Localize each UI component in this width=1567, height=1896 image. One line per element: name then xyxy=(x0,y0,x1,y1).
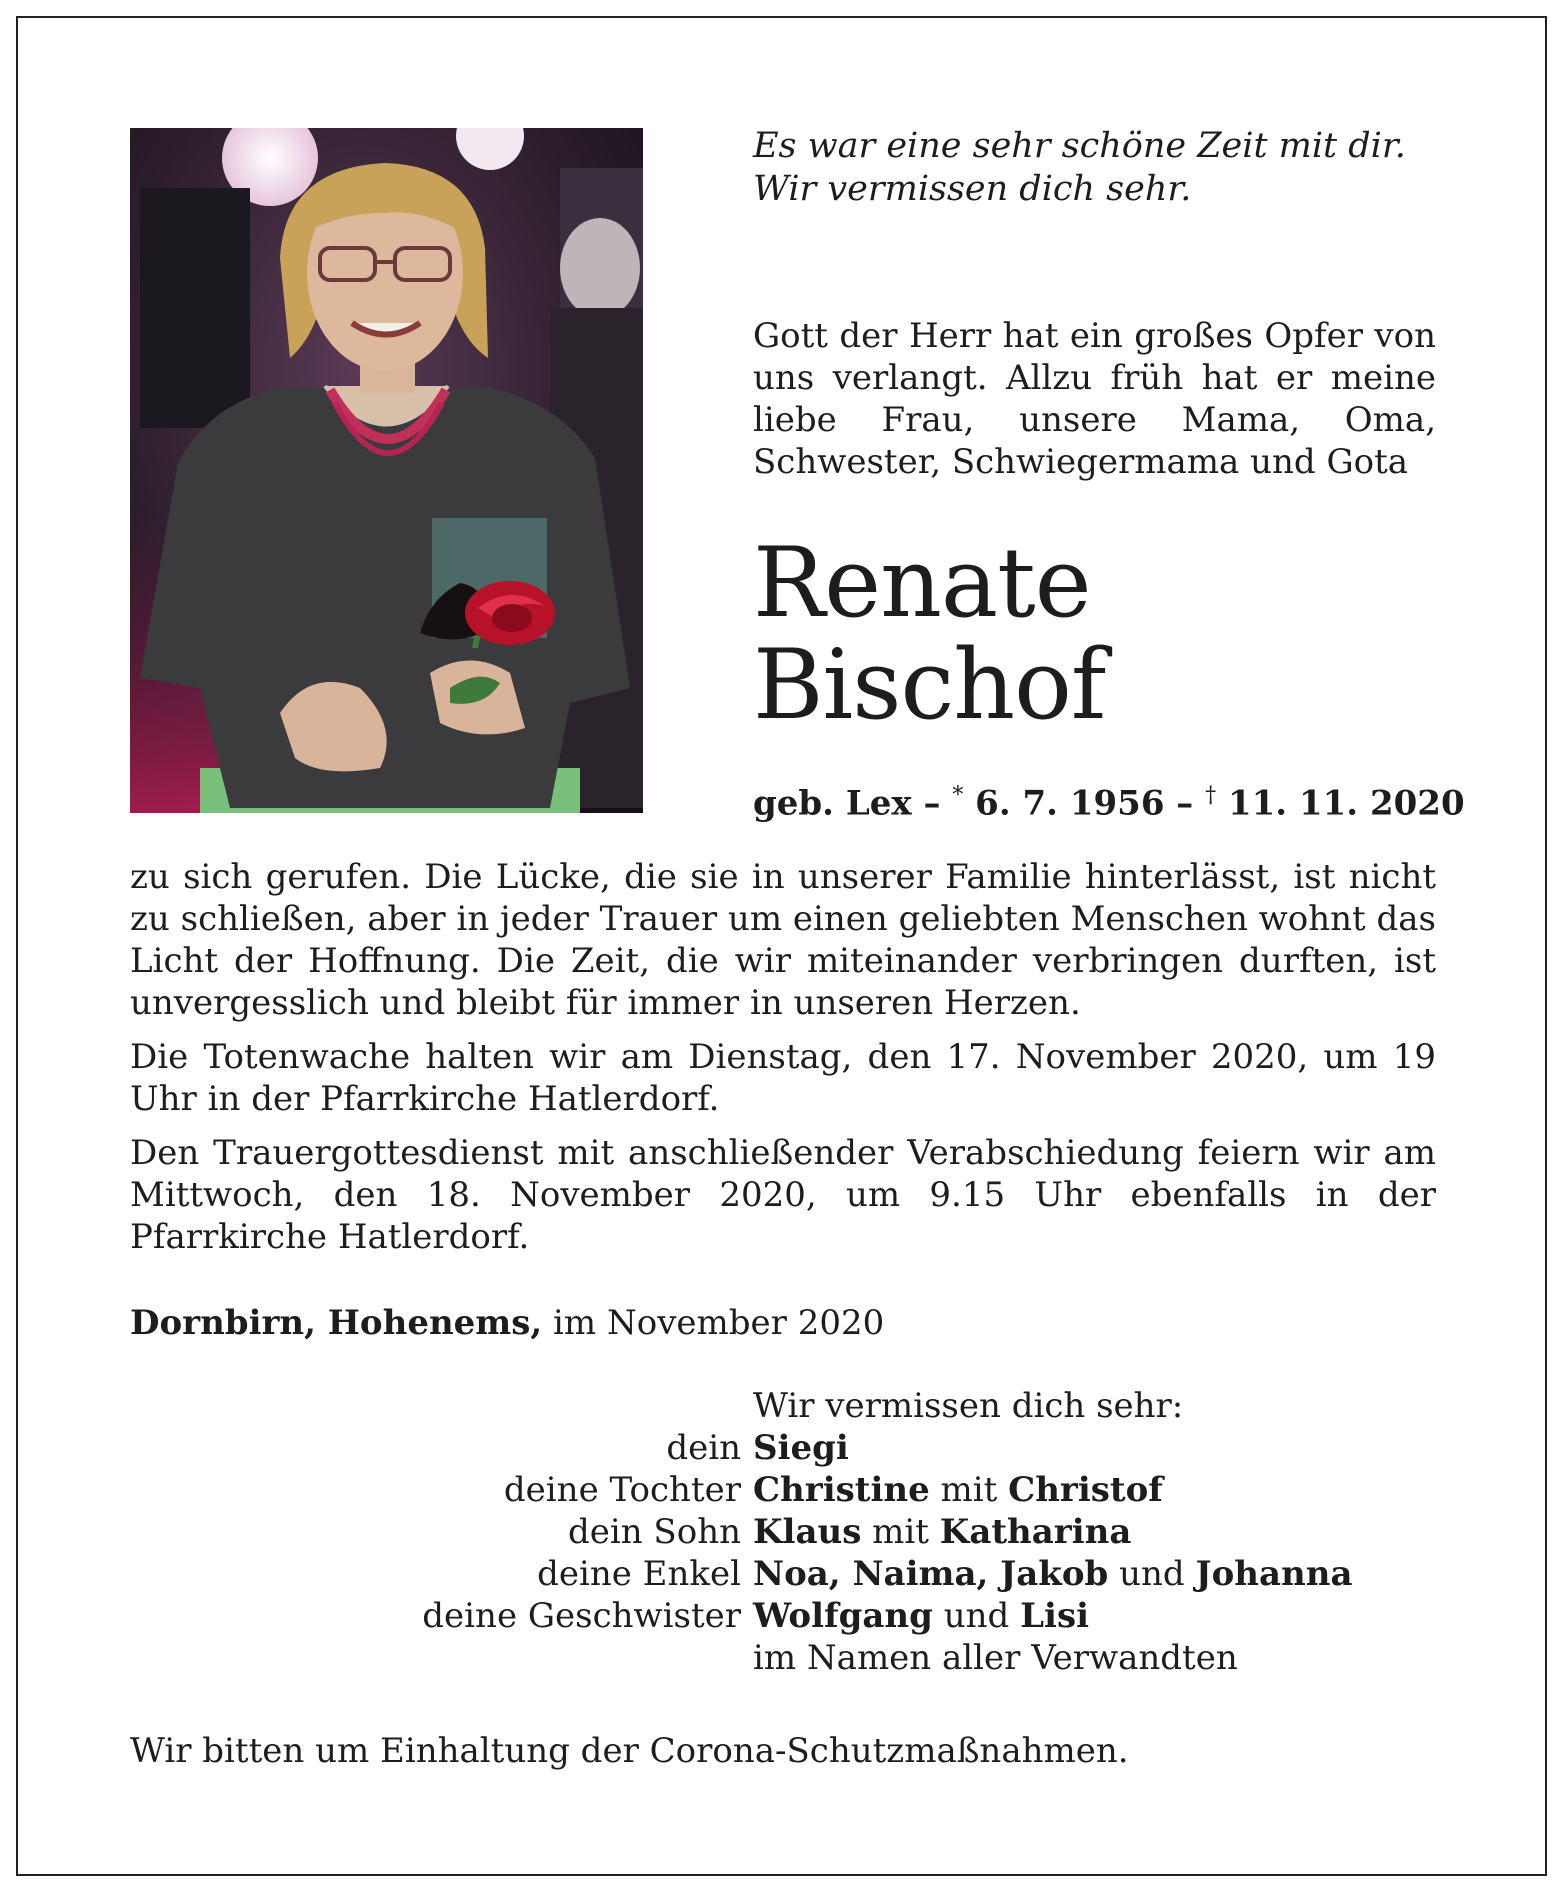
portrait-photo xyxy=(130,128,643,813)
body-paragraph-3: Den Trauergottesdienst mit anschließender Verabschiedung feiern wir am Mittwoch, den 18. November 2020, um 9.15 Uhr ebenfalls in der Pfarrkirche Hatlerdorf. xyxy=(130,1133,1436,1257)
birth-symbol: * xyxy=(952,783,964,808)
relation-label: dein Sohn xyxy=(567,1512,741,1552)
mourner-name: Christof xyxy=(1008,1470,1163,1510)
mourner-names xyxy=(753,1511,1131,1553)
connector: mit xyxy=(929,1470,1009,1510)
towns: Dornbirn, Hohenems, xyxy=(130,1303,543,1343)
intro-text: Gott der Herr hat ein großes Opfer von uns verlangt. Allzu früh hat er meine liebe Frau, unsere Mama, Oma, Schwester, Schwiegermama und Gota xyxy=(753,316,1436,482)
footer-note: Wir bitten um Einhaltung der Corona-Schutzmaßnahmen. xyxy=(130,1731,1129,1771)
mourner-name: Johanna xyxy=(1195,1554,1353,1594)
death-symbol: † xyxy=(1205,783,1217,808)
body-paragraph-2: Die Totenwache halten wir am Dienstag, den 17. November 2020, um 19 Uhr in der Pfarrkirche Hatlerdorf. xyxy=(130,1037,1436,1119)
mourner-name: Katharina xyxy=(939,1512,1132,1552)
mourner-name: Christine xyxy=(753,1470,930,1510)
mourner-name: Siegi xyxy=(753,1428,849,1468)
mourner-name: Wolfgang xyxy=(753,1596,933,1636)
place-date: im November 2020 xyxy=(542,1303,885,1343)
mourner-row xyxy=(130,1427,1436,1469)
birth-date: 6. 7. 1956 – xyxy=(963,783,1206,824)
mourner-names xyxy=(753,1427,849,1469)
connector: und xyxy=(1108,1554,1196,1594)
memorial-quote xyxy=(753,125,1453,211)
mourners-closing: im Namen aller Verwandten xyxy=(753,1638,1238,1678)
mourner-row xyxy=(130,1511,1436,1553)
body-paragraph-1: zu sich gerufen. Die Lücke, die sie in unserer Familie hinterlässt, ist nicht zu schließen, aber in jeder Trauer um einen geliebten Menschen wohnt das Licht der Hoffnung. Die Zeit, die wir miteinander verbringen durften, ist unvergesslich und bleibt für immer in unseren Herzen. xyxy=(130,857,1436,1023)
mourner-names xyxy=(753,1469,1163,1511)
obituary-body xyxy=(130,856,1436,1270)
last-name: Bischof xyxy=(753,629,1106,741)
mourner-row xyxy=(130,1595,1436,1637)
life-dates xyxy=(753,775,1465,824)
mourner-name: Klaus xyxy=(753,1512,862,1552)
quote-line-1: Es war eine sehr schöne Zeit mit dir. xyxy=(753,126,1406,166)
place-and-date xyxy=(130,1302,1130,1344)
deceased-name xyxy=(753,527,1453,741)
first-name: Renate xyxy=(753,527,1091,639)
relation-label: dein xyxy=(666,1428,741,1468)
mourners-intro: Wir vermissen dich sehr: xyxy=(753,1386,1184,1426)
relation-label: deine Tochter xyxy=(503,1470,741,1510)
mourner-name: Lisi xyxy=(1020,1596,1090,1636)
connector: und xyxy=(932,1596,1021,1636)
relation-label: deine Enkel xyxy=(537,1554,741,1594)
mourner-names xyxy=(753,1595,1089,1637)
mourner-names xyxy=(753,1553,1352,1595)
portrait-illustration xyxy=(130,128,643,813)
mourner-row xyxy=(130,1469,1436,1511)
mourners-list xyxy=(130,1385,1436,1679)
relation-label: deine Geschwister xyxy=(422,1596,741,1636)
quote-line-2: Wir vermissen dich sehr. xyxy=(753,169,1192,209)
birth-name: geb. Lex – xyxy=(753,783,953,824)
connector: mit xyxy=(861,1512,940,1552)
death-date: 11. 11. 2020 xyxy=(1216,783,1465,824)
mourner-name: Noa, Naima, Jakob xyxy=(753,1554,1109,1594)
mourner-row xyxy=(130,1553,1436,1595)
